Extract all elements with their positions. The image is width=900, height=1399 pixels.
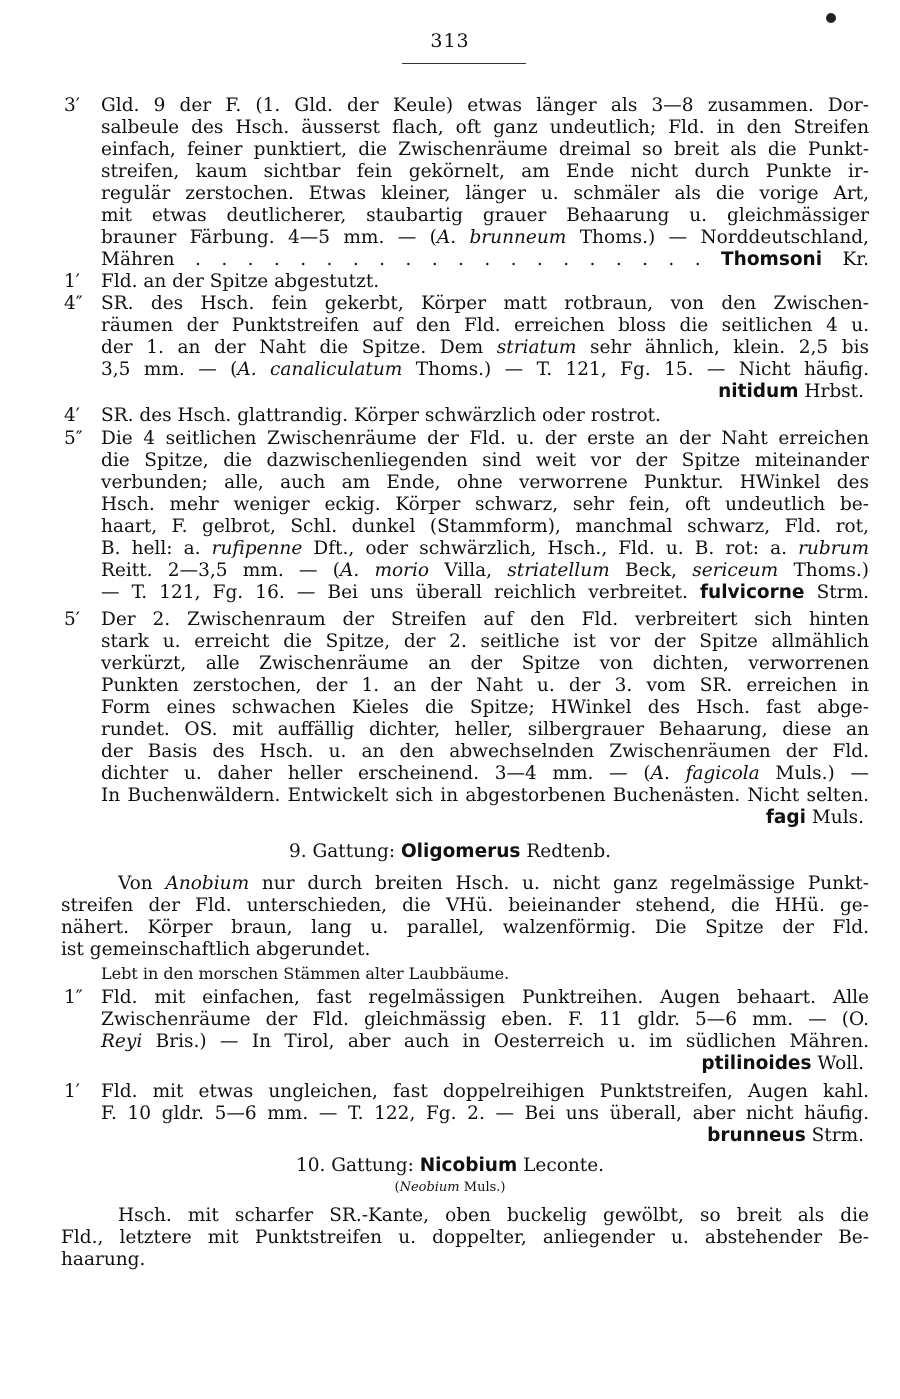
text-line: Lebt in den morschen Stämmen alter Laubbäume. bbox=[101, 964, 510, 983]
text-line: der Basis des Hsch. u. an den abwechselnden Zwischenräumen der Fld. bbox=[101, 741, 869, 762]
text-line: 9. Gattung: Oligomerus Redtenb. bbox=[288, 841, 612, 862]
text-line: dichter u. daher heller erscheinend. 3—4 mm. — (A. fagicola Muls.) — bbox=[101, 763, 869, 784]
text-line: Zwischenräume der Fld. gleichmässig eben. F. 11 gldr. 5—6 mm. — (O. bbox=[101, 1009, 869, 1030]
text-line: salbeule des Hsch. äusserst flach, oft ganz undeutlich; Fld. in den Streifen bbox=[101, 117, 869, 138]
text-line: streifen, kaum sichtbar fein gekörnelt, am Ende nicht durch Punkte ir- bbox=[101, 161, 869, 182]
text-line: brunneus Strm. bbox=[707, 1125, 864, 1146]
text-line: stark u. erreicht die Spitze, der 2. seitliche ist vor der Spitze allmählich bbox=[101, 631, 869, 652]
text-line: Gld. 9 der F. (1. Gld. der Keule) etwas länger als 3—8 zusammen. Dor- bbox=[101, 95, 869, 116]
text-line: einfach, feiner punktiert, die Zwischenräume dreimal so breit als die Punkt- bbox=[101, 139, 869, 160]
text-line: 3,5 mm. — (A. canaliculatum Thoms.) — T. 121, Fg. 15. — Nicht häufig. bbox=[101, 359, 869, 380]
text-line: brauner Färbung. 4—5 mm. — (A. brunneum Thoms.) — Norddeutschland, bbox=[101, 227, 869, 248]
text-line: Die 4 seitlichen Zwischenräume der Fld. u. der erste an der Naht erreichen bbox=[101, 428, 869, 449]
text-line: 10. Gattung: Nicobium Leconte. bbox=[295, 1155, 605, 1176]
text-line: Fld. an der Spitze abgestutzt. bbox=[101, 271, 380, 292]
text-line: Hsch. mehr weniger eckig. Körper schwarz, sehr fein, oft undeutlich be- bbox=[101, 494, 869, 515]
text-line: Fld., letztere mit Punktstreifen u. doppelter, anliegender u. abstehender Be- bbox=[61, 1227, 869, 1248]
text-line: Mähren . . . . . . . . . . . . . . . . . . . . Thomsoni Kr. bbox=[101, 249, 869, 270]
text-line: haarung. bbox=[61, 1249, 146, 1270]
text-line: — T. 121, Fg. 16. — Bei uns überall reichlich verbreitet. fulvicorne Strm. bbox=[101, 582, 869, 603]
key-marker: 1′ bbox=[64, 1081, 80, 1102]
text-line: Der 2. Zwischenraum der Streifen auf den Fld. verbreitert sich hinten bbox=[101, 609, 869, 630]
text-line: die Spitze, die dazwischenliegenden sind weit vor der Spitze miteinander bbox=[101, 450, 869, 471]
key-marker: 4″ bbox=[64, 293, 83, 314]
text-line: haart, F. gelbrot, Schl. dunkel (Stammform), manchmal schwarz, Fld. rot, bbox=[101, 516, 869, 537]
text-line: Fld. mit etwas ungleichen, fast doppelreihigen Punktstreifen, Augen kahl. bbox=[101, 1081, 869, 1102]
text-line: Form eines schwachen Kieles die Spitze; HWinkel des Hsch. fast abge- bbox=[101, 697, 869, 718]
text-line: der 1. an der Naht die Spitze. Dem striatum sehr ähnlich, klein. 2,5 bis bbox=[101, 337, 869, 358]
text-line: rundet. OS. mit auffällig dichter, heller, silbergrauer Behaarung, diese an bbox=[101, 719, 869, 740]
text-line: räumen der Punktstreifen auf den Fld. erreichen bloss die seitlichen 4 u. bbox=[101, 315, 869, 336]
ink-dot bbox=[826, 13, 836, 23]
page-number-rule bbox=[402, 63, 526, 64]
text-line: mit etwas deutlicherer, staubartig grauer Behaarung u. gleichmässiger bbox=[101, 205, 869, 226]
text-line: Reyi Bris.) — In Tirol, aber auch in Oesterreich u. im südlichen Mähren. bbox=[101, 1031, 869, 1052]
text-line: F. 10 gldr. 5—6 mm. — T. 122, Fg. 2. — Bei uns überall, aber nicht häufig. bbox=[101, 1103, 869, 1124]
key-marker: 1′ bbox=[64, 271, 80, 292]
text-line: fagi Muls. bbox=[765, 807, 864, 828]
text-line: B. hell: a. rufipenne Dft., oder schwärzlich, Hsch., Fld. u. B. rot: a. rubrum bbox=[101, 538, 869, 559]
text-line: verbunden; alle, auch am Ende, ohne verworrene Punktur. HWinkel des bbox=[101, 472, 869, 493]
text-line: SR. des Hsch. fein gekerbt, Körper matt rotbraun, von den Zwischen- bbox=[101, 293, 869, 314]
text-line: Fld. mit einfachen, fast regelmässigen Punktreihen. Augen behaart. Alle bbox=[101, 987, 869, 1008]
key-marker: 3′ bbox=[64, 95, 80, 116]
text-line: Von Anobium nur durch breiten Hsch. u. nicht ganz regelmässige Punkt- bbox=[118, 873, 869, 894]
text-line: In Buchenwäldern. Entwickelt sich in abgestorbenen Buchenästen. Nicht selten. bbox=[101, 785, 869, 806]
text-line: verkürzt, alle Zwischenräume an der Spitze von dichten, verworrenen bbox=[101, 653, 869, 674]
text-line: nitidum Hrbst. bbox=[718, 381, 864, 402]
text-line: Punkten zerstochen, der 1. an der Naht u. der 3. vom SR. erreichen in bbox=[101, 675, 869, 696]
key-marker: 5″ bbox=[64, 428, 83, 449]
key-marker: 4′ bbox=[64, 405, 80, 426]
key-marker: 5′ bbox=[64, 609, 80, 630]
text-line: streifen der Fld. unterschieden, die VHü. beieinander stehend, die HHü. ge- bbox=[61, 895, 869, 916]
key-marker: 1″ bbox=[64, 987, 83, 1008]
text-line: Hsch. mit scharfer SR.-Kante, oben buckelig gewölbt, so breit als die bbox=[118, 1205, 869, 1226]
text-line: Reitt. 2—3,5 mm. — (A. morio Villa, striatellum Beck, sericeum Thoms.) bbox=[101, 560, 869, 581]
text-line: nähert. Körper braun, lang u. parallel, walzenförmig. Die Spitze der Fld. bbox=[61, 917, 869, 938]
text-line: (Neobium Muls.) bbox=[394, 1180, 506, 1195]
text-line: regulär zerstochen. Etwas kleiner, länger u. schmäler als die vorige Art, bbox=[101, 183, 869, 204]
text-line: ist gemeinschaftlich abgerundet. bbox=[61, 939, 371, 960]
text-line: ptilinoides Woll. bbox=[701, 1053, 864, 1074]
page-number: 313 bbox=[430, 30, 470, 52]
text-line: SR. des Hsch. glattrandig. Körper schwärzlich oder rostrot. bbox=[101, 405, 661, 426]
